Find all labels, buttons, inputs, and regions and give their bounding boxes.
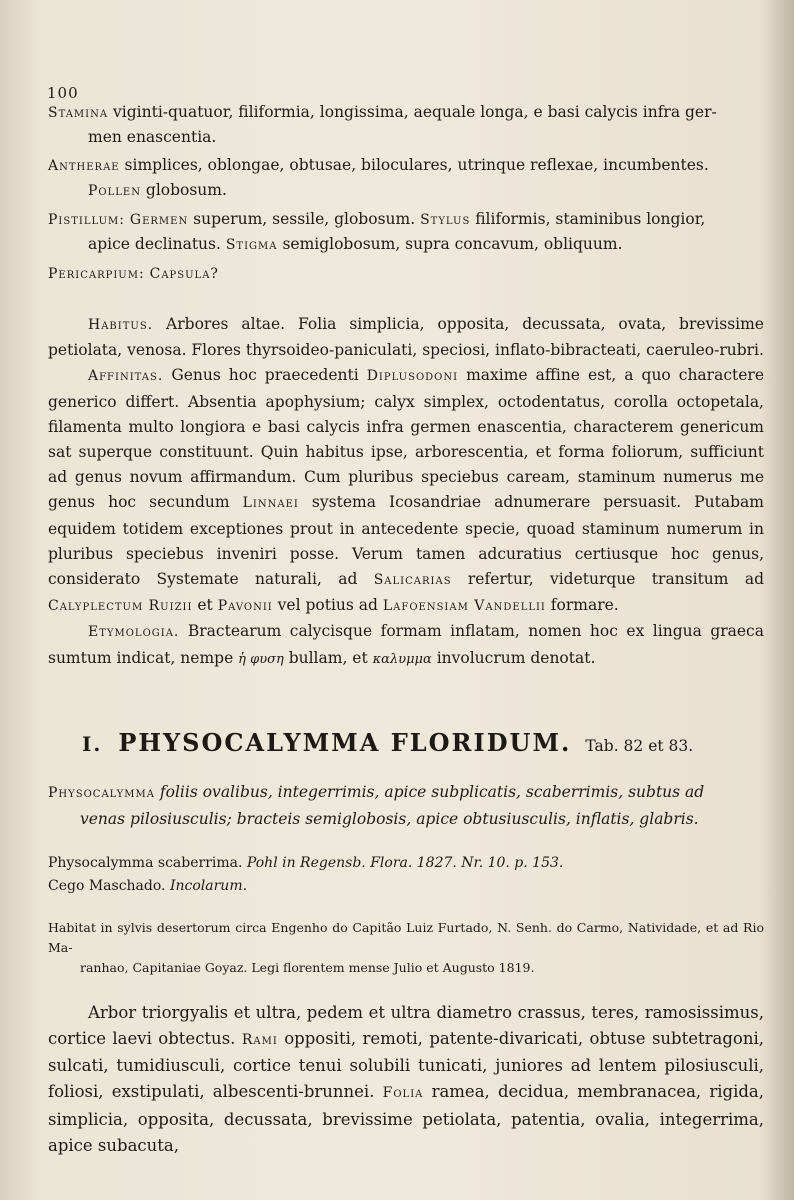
habitus-text: Arbores altae. Folia simplicia, opposita, decussata, ovata, brevissime petiolata, venosa. Flores thyrsoideo-paniculati, speciosi, inflato-bibracteati, caeruleo-rubri.: [48, 315, 764, 360]
text-run: involucrum denotat.: [431, 648, 596, 667]
text-run: systema Icosandriae adnumerare persuasit. Putabam equidem totidem exceptiones prout in antecedente specie, quoad staminum numerum in pluribus speciebus inveniri posse. Verum tamen adcuratius certiusque hoc genus, considerato Systemate naturali, ad: [48, 493, 764, 589]
synonym-entry: [48, 875, 764, 898]
small-caps-term: Stigma: [225, 237, 278, 253]
small-caps-term: Calyplectum Ruizii: [48, 598, 193, 615]
text-run: oppositi, remoti, patente-divaricati, obtuse subtetragoni, sulcati, tumidiusculi, cortice tenui solubili tunicati, juniores ad lentem pilosiusculi, foliosi, exstipulati, albescenti-brunnei.: [48, 1029, 764, 1102]
text-run: bullam, et: [283, 648, 373, 667]
etymologia-label: Etymologia.: [88, 624, 180, 641]
character-subtext: globosum.: [145, 181, 227, 199]
text-run: ramea, decidua, membranacea, rigida, simplicia, opposita, decussata, brevissime petiolata, patentia, ovalia, integerrima, apice subacuta,: [48, 1082, 765, 1155]
text-run: apice declinatus.: [88, 235, 226, 253]
text-run: vel potius ad: [272, 596, 383, 615]
character-text-continued: [48, 232, 764, 257]
synonym-entry: [48, 852, 764, 875]
species-name: PHYSOCALYMMA FLORIDUM.: [118, 727, 572, 757]
diagnosis-line-2: venas pilosiusculis; bracteis semiglobosis, apice obtusiusculis, inflatis, glabris.: [80, 809, 699, 828]
small-caps-term: Linnaei: [242, 495, 299, 512]
diagnosis-genus: Physocalymma: [48, 784, 155, 801]
text-run: refertur, videturque transitum ad: [451, 570, 764, 589]
greek-term: καλυμμα: [372, 651, 432, 667]
small-caps-term: Stylus: [420, 212, 471, 228]
plate-reference: Tab. 82 et 83.: [585, 736, 694, 755]
description-paragraph: [48, 1000, 764, 1159]
species-diagnosis: [48, 779, 764, 832]
text-run: Bractearum calycisque formam inflatam, nomen hoc ex lingua graeca sumtum indicat, nempe: [48, 622, 764, 667]
synonym-name: Cego Maschado.: [48, 877, 166, 894]
habitat-note: [48, 918, 764, 978]
greek-term: ἡ φυση: [238, 651, 284, 667]
character-sublabel: Pollen: [88, 183, 141, 199]
character-stamina: [48, 100, 764, 149]
text-run: filiformis, staminibus longior,: [470, 210, 706, 228]
habitat-line-1: Habitat in sylvis desertorum circa Engenho do Capitão Luiz Furtado, N. Senh. do Carmo, Natividade, et ad Rio Ma-: [48, 919, 764, 955]
text-run: Genus hoc praecedenti: [171, 366, 367, 385]
small-caps-term: Folia: [382, 1085, 424, 1102]
synonymy-list: [48, 852, 764, 898]
etymologia-paragraph: [48, 619, 764, 671]
small-caps-term: Diplusodoni: [366, 368, 459, 385]
species-number: I.: [82, 731, 103, 756]
character-label: Pericarpium:: [48, 266, 145, 282]
small-caps-term: Pavonii: [217, 598, 273, 615]
small-caps-term: Lafoensiam Vandellii: [382, 598, 546, 615]
small-caps-term: Salicarias: [373, 572, 452, 589]
synonym-name: Physocalymma scaberrima.: [48, 854, 243, 871]
habitus-label: Habitus.: [88, 317, 154, 333]
page-content: [48, 100, 764, 1176]
character-pericarpium: [48, 261, 764, 286]
character-text: simplices, oblongae, obtusae, biloculares, utrinque reflexae, incumbentes.: [124, 156, 709, 174]
text-run: formare.: [545, 596, 619, 615]
diagnosis-line-1: foliis ovalibus, integerrimis, apice subplicatis, scaberrimis, subtus ad: [159, 782, 705, 801]
character-label: Pistillum:: [48, 212, 125, 228]
text-run: semiglobosum, supra concavum, obliquum.: [277, 235, 623, 253]
small-caps-term: Germen: [129, 212, 189, 228]
character-label: Antherae: [48, 158, 120, 174]
character-antherae: [48, 153, 764, 203]
character-label: Stamina: [48, 105, 109, 121]
text-run: superum, sessile, globosum.: [188, 210, 421, 228]
character-text: [130, 210, 705, 228]
species-heading: [48, 728, 764, 757]
character-text-continued: [48, 178, 764, 203]
small-caps-term: Rami: [241, 1032, 278, 1049]
habitus-paragraph: [48, 312, 764, 363]
small-caps-term: Capsula?: [149, 266, 219, 282]
habitat-line-2: ranhao, Capitaniae Goyaz. Legi florentem mense Julio et Augusto 1819.: [80, 959, 535, 975]
affinitas-paragraph: [48, 363, 764, 619]
synonym-reference: Pohl in Regensb. Flora. 1827. Nr. 10. p. 153.: [246, 854, 564, 871]
character-text: viginti-quatuor, filiformia, longissima, aequale longa, e basi calycis infra ger-: [113, 103, 717, 121]
character-text-continued: men enascentia.: [88, 128, 217, 146]
character-pistillum: [48, 207, 764, 257]
character-text: [150, 264, 219, 282]
affinitas-text: [48, 366, 764, 614]
text-run: Arbor triorgyalis et ultra, pedem et ultra diametro crassus, teres, ramosissimus, cortice laevi obtectus.: [48, 1002, 764, 1049]
synonym-reference: Incolarum.: [169, 877, 248, 894]
page-number: 100: [47, 84, 79, 102]
text-run: maxime affine est, a quo charactere generico differt. Absentia apophysium; calyx simplex, octodentatus, corolla octopetala, filamenta multo longiora e basi calycis infra germen enascentia, characterem genericum sat superque constituunt. Quin habitus ipse, arborescentia, et forma foliorum, sufficiunt ad genus novum affirmandum. Cum pluribus speciebus caream, staminum numerus me genus hoc secundum: [48, 366, 764, 512]
affinitas-label: Affinitas.: [88, 368, 164, 385]
text-run: et: [192, 596, 218, 615]
